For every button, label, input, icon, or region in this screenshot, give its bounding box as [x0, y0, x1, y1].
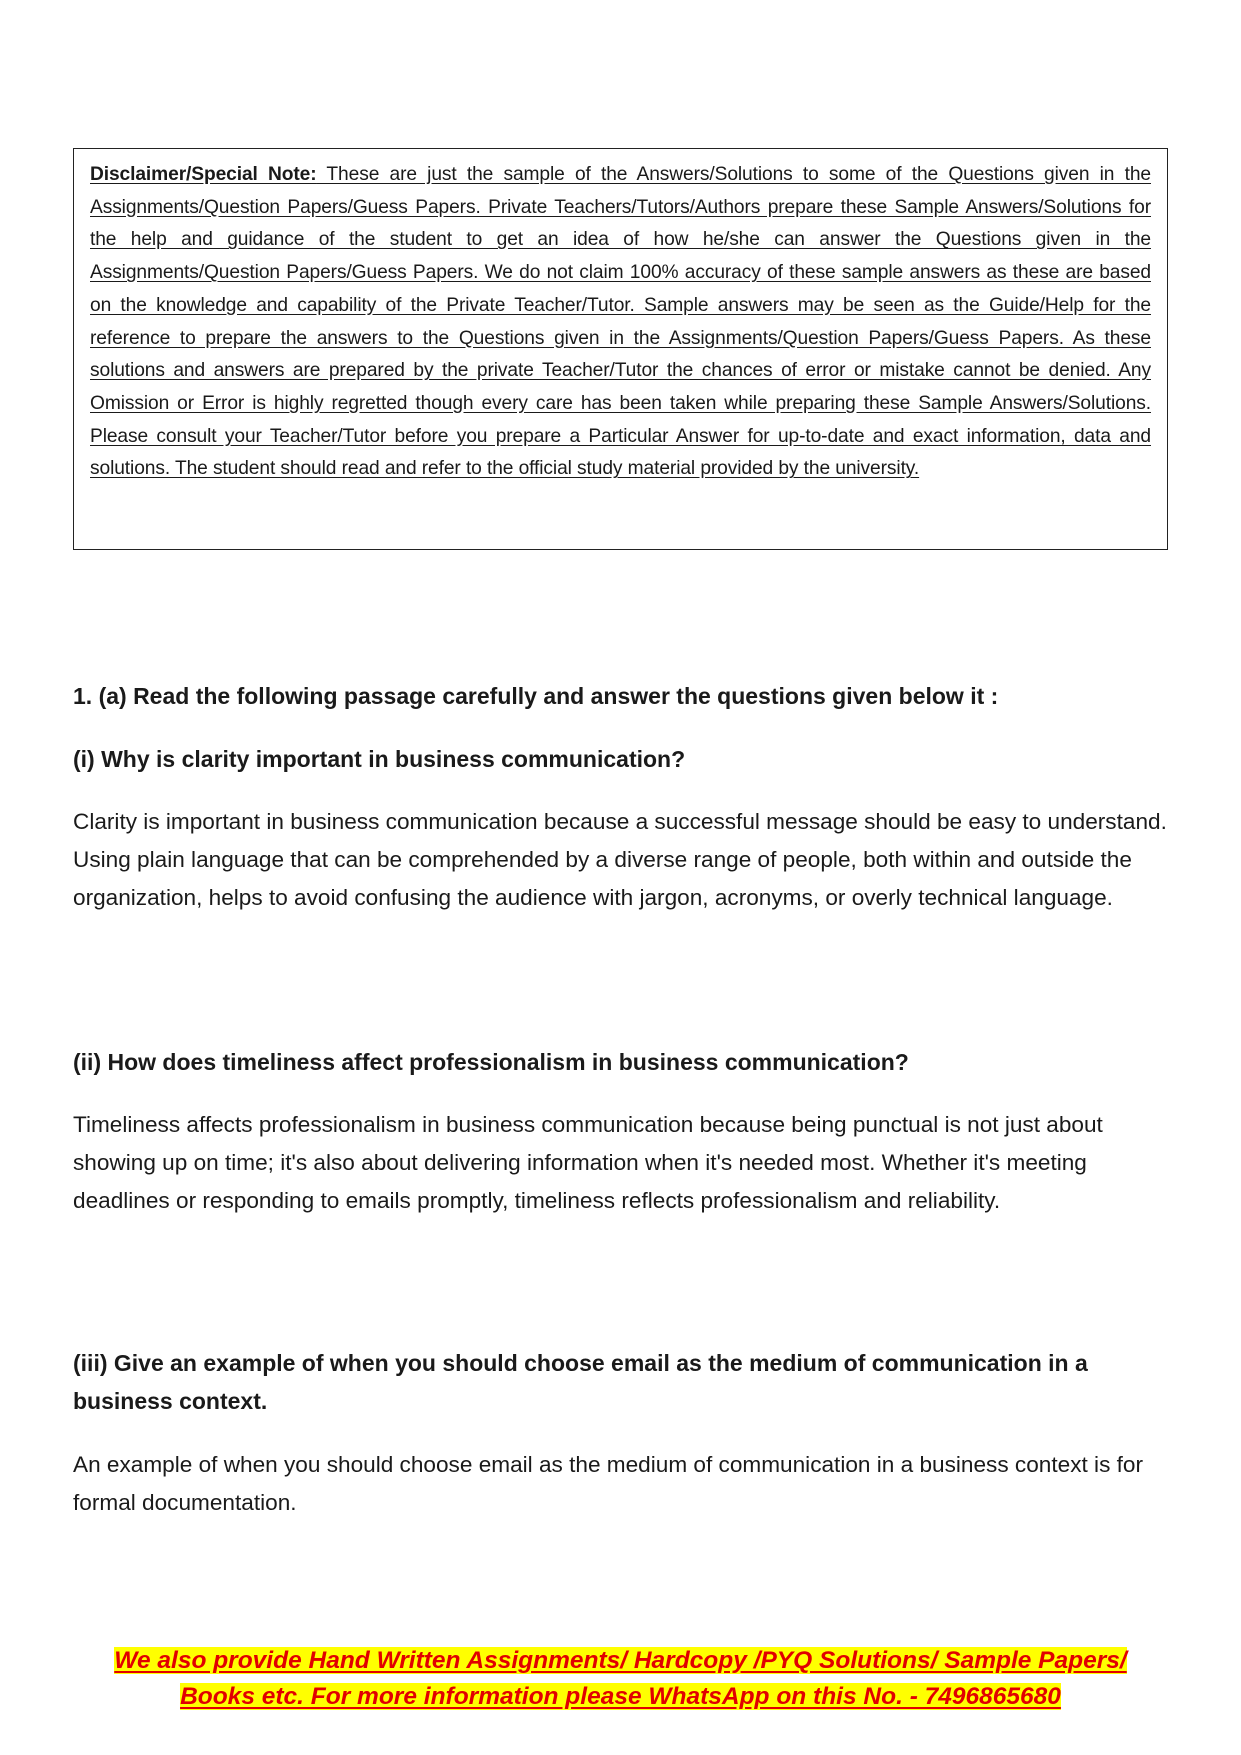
question-main-heading: 1. (a) Read the following passage carefully and answer the questions given below it : [73, 683, 999, 709]
promo-line-2: Books etc. For more information please WhatsApp on this No. - 7496865680 [180, 1683, 1061, 1710]
disclaimer-body: These are just the sample of the Answers/Solutions to some of the Questions given in the Assignments/Question Papers/Guess Papers. Private Teachers/Tutors/Authors prepare these Sample Answers/Solutions for the help and guidance of the student to get an idea of how he/she can answer the Questions given in the Assignments/Question Papers/Guess Papers. We do not claim 100% accuracy of these sample answers as these are based on the knowledge and capability of the Private Teacher/Tutor. Sample answers may be seen as the Guide/Help for the reference to prepare the answers to the Questions given in the Assignments/Question Papers/Guess Papers. As these solutions and answers are prepared by the private Teacher/Tutor the chances of error or mistake cannot be denied. Any Omission or Error is highly regretted though every care has been taken while preparing these Sample Answers/Solutions. Please consult your Teacher/Tutor before you prepare a Particular Answer for up-to-date and exact information, data and solutions. The student should read and refer to the official study material provided by the university. [90, 164, 1151, 480]
answer-iii-text: An example of when you should choose email as the medium of communication in a business context is for formal documentation. [73, 1452, 1144, 1515]
question-iii-heading: (iii) Give an example of when you should choose email as the medium of communication in a business context. [73, 1350, 1088, 1414]
disclaimer-label: Disclaimer/Special Note: [90, 164, 317, 185]
answer-i-text: Clarity is important in business communication because a successful message should be easy to understand. Using plain language that can be comprehended by a diverse range of people, both within and outside the organization, helps to avoid confusing the audience with jargon, acronyms, or overly technical language. [73, 809, 1167, 910]
question-ii-heading: (ii) How does timeliness affect professionalism in business communication? [73, 1049, 909, 1075]
question-i-heading: (i) Why is clarity important in business communication? [73, 746, 686, 772]
answer-ii-text: Timeliness affects professionalism in business communication because being punctual is not just about showing up on time; it's also about delivering information when it's needed most. Whether it's meeting deadlines or responding to emails promptly, timeliness reflects professionalism and reliability. [73, 1112, 1103, 1213]
promo-footer [0, 1643, 1241, 1715]
promo-line-1: We also provide Hand Written Assignments/ Hardcopy /PYQ Solutions/ Sample Papers/ [114, 1647, 1127, 1674]
disclaimer-paragraph [90, 159, 1151, 486]
disclaimer-box [73, 148, 1168, 550]
